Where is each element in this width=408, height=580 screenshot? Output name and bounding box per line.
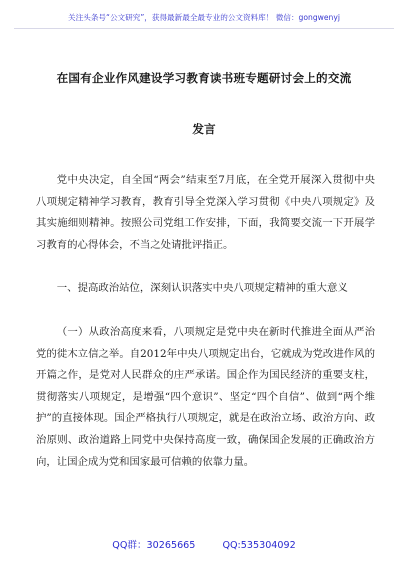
footer-qq-number: QQ:535304092 bbox=[222, 540, 296, 551]
header-banner bbox=[14, 6, 394, 29]
footer-contact bbox=[0, 537, 408, 551]
footer-qq-group: QQ群：30265665 bbox=[112, 540, 196, 551]
section-heading-1: 一、提高政治站位，深刻认识落实中央八项规定精神的重大意义 bbox=[56, 282, 348, 294]
document-title-continued: 发言 bbox=[192, 122, 216, 136]
header-banner-text: 关注头条号“公文研究”，获得最新最全最专业的公文资料库！ 微信：gongwenyj bbox=[68, 12, 340, 22]
document-title: 在国有企业作风建设学习教育读书班专题研讨会上的交流 bbox=[56, 71, 352, 85]
body-paragraph-1: （一）从政治高度来看，八项规定是党中央在新时代推进全面从严治党的徙木立信之举。自2012年中央八项规定出台，它就成为党改进作风的开篇之作，是党对人民群众的庄严承诺。国企作为国民经济的重要支柱，贯彻落实八项规定，是增强“四个意识”、坚定“四个自信”、做到“两个维护”的直接体现。国企严格执行八项规定，就是在政治立场、政治方向、政治原则、政治道路上同党中央保持高度一致，确保国企发展的正确政治方向，让国企成为党和国家最可信赖的依靠力量。 bbox=[36, 326, 375, 468]
intro-paragraph: 党中央决定，自全国“两会”结束至7月底，在全党开展深入贯彻中央八项规定精神学习教育，教育引导全党深入学习贯彻《中央八项规定》及其实施细则精神。按照公司党组工作安排，下面，我简要交流一下开展学习教育的心得体会，不当之处请批评指正。 bbox=[36, 174, 375, 251]
